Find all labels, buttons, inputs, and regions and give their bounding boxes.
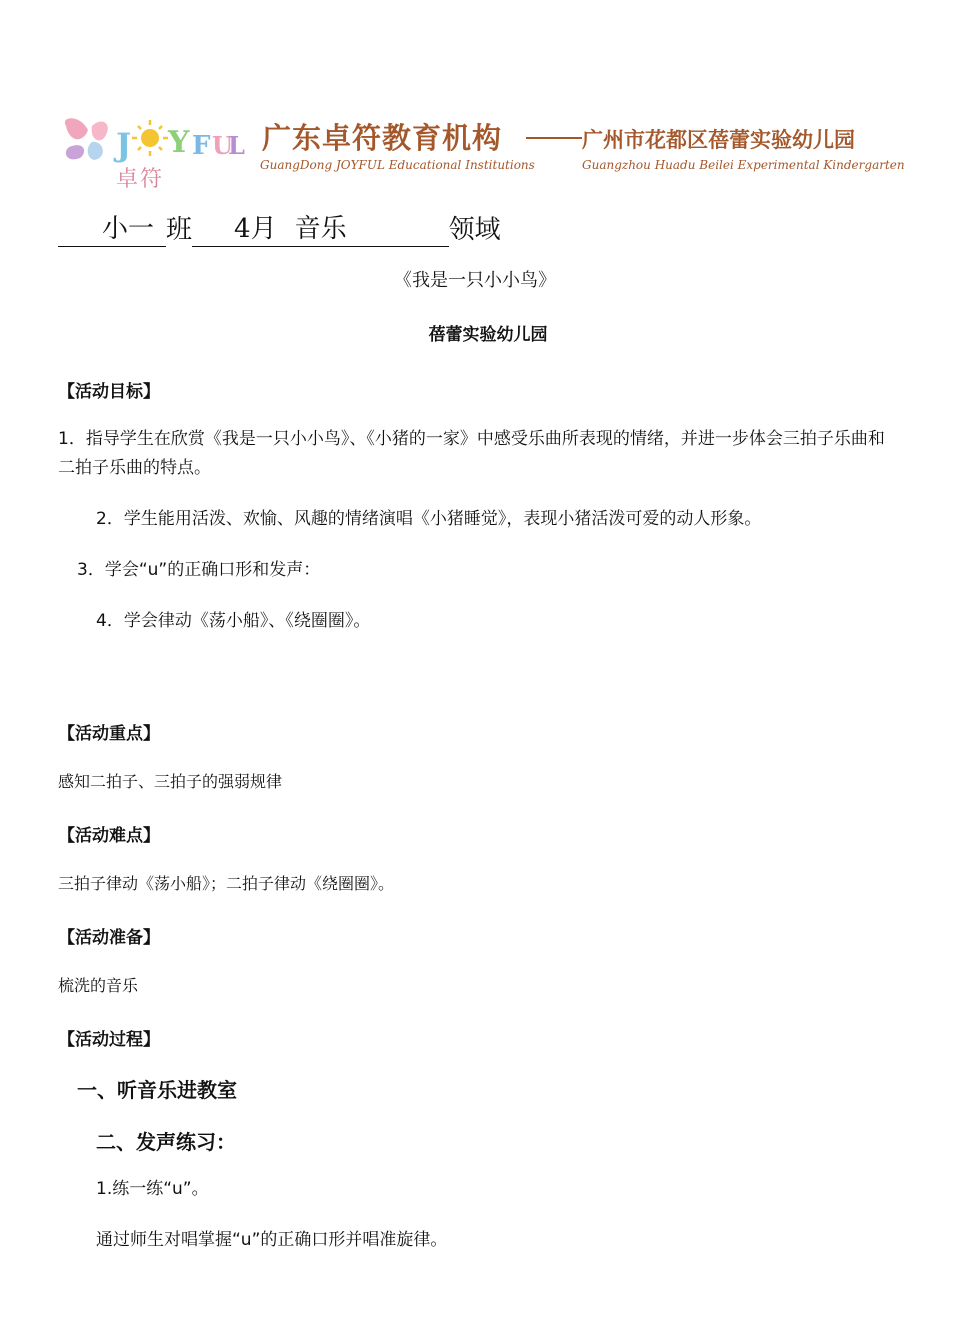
blank-underline	[347, 212, 449, 247]
process-step-2-1: 1.练一练“u”。	[96, 1179, 209, 1199]
svg-text:F: F	[192, 131, 211, 161]
class-name: 小一	[102, 212, 154, 247]
goal-item-1: 1．指导学生在欣赏《我是一只小小鸟》、《小猪的一家》中感受乐曲所表现的情绪，并进一步体会三拍子乐曲和二拍子乐曲的特点。	[58, 429, 885, 478]
goals-heading: 【活动目标】	[58, 382, 160, 402]
blank-underline	[58, 212, 102, 247]
class-suffix: 班	[166, 215, 193, 245]
subject: 音乐	[295, 212, 347, 247]
svg-text:Y: Y	[168, 125, 190, 160]
svg-text:U: U	[212, 131, 233, 160]
school-name: 蓓蕾实验幼儿园	[428, 325, 548, 345]
difficulty-text: 三拍子律动《荡小船》；二拍子律动《绕圈圈》。	[58, 874, 395, 893]
org-name: 广东卓符教育机构	[262, 121, 503, 155]
org-name-english: GuangDong JOYFUL Educational Institutions	[260, 158, 535, 172]
blank-underline	[154, 212, 166, 247]
song-title: 《我是一只小小鸟》	[394, 270, 556, 291]
school-name-header: 广州市花都区蓓蕾实验幼儿园	[582, 127, 855, 152]
preparation-text: 梳洗的音乐	[58, 976, 139, 995]
process-step-1: 一、听音乐进教室	[77, 1078, 237, 1102]
difficulty-heading: 【活动难点】	[58, 826, 160, 846]
goal-item-3: 3．学会“u”的正确口形和发声：	[77, 560, 321, 580]
goal-item-2: 2．学生能用活泼、欢愉、风趣的情绪演唱《小猪睡觉》，表现小猪活泼可爱的动人形象。	[96, 509, 762, 529]
school-name-english: Guangzhou Huadu Beilei Experimental Kindergarten	[582, 158, 905, 172]
document-title-line	[58, 212, 501, 247]
preparation-heading: 【活动准备】	[58, 928, 160, 948]
svg-text:J: J	[116, 126, 132, 164]
header-dash	[526, 137, 582, 139]
logo-chinese-text: 卓符	[115, 167, 164, 192]
key-point-text: 感知二拍子、三拍子的强弱规律	[58, 772, 283, 791]
butterfly-icon	[65, 118, 108, 160]
month: 4月	[234, 212, 277, 247]
domain-suffix: 领域	[448, 215, 501, 245]
key-point-heading: 【活动重点】	[58, 724, 160, 744]
svg-text:L: L	[228, 131, 245, 160]
sun-icon	[132, 120, 168, 156]
blank-underline	[277, 212, 295, 247]
blank-underline	[192, 212, 234, 247]
process-step-2: 二、发声练习：	[96, 1130, 236, 1154]
goal-item-4: 4．学会律动《荡小船》、《绕圈圈》。	[96, 611, 371, 631]
process-heading: 【活动过程】	[58, 1030, 160, 1050]
process-step-2-1-desc: 通过师生对唱掌握“u”的正确口形并唱准旋律。	[96, 1230, 448, 1250]
